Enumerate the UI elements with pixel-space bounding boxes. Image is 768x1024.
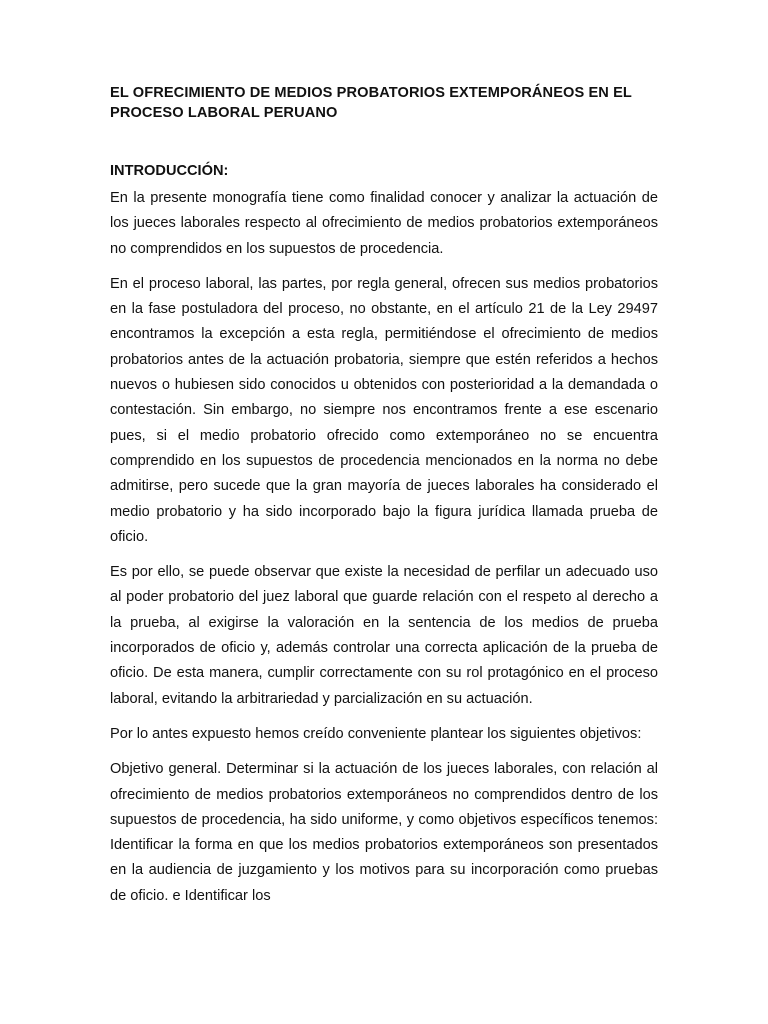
section-heading-introduccion: INTRODUCCIÓN:	[110, 163, 229, 179]
paragraph-2: En el proceso laboral, las partes, por regla general, ofrecen sus medios probatorios en la fase postuladora del proceso, no obstante, en el artículo 21 de la Ley 29497 encontramos la excepción a esta regla, permitiéndose el ofrecimiento de medios probatorios antes de la actuación probatoria, siempre que estén referidos a hechos nuevos o hubiesen sido conocidos u obtenidos con posterioridad a la demandada o contestación. Sin embargo, no siempre nos encontramos frente a ese escenario pues, si el medio probatorio ofrecido como extemporáneo no se encuentra comprendido en los supuestos de procedencia mencionados en la norma no debe admitirse, pero sucede que la gran mayoría de jueces laborales ha considerado el medio probatorio y ha sido incorporado bajo la figura jurídica llamada prueba de oficio.	[110, 275, 658, 545]
document-title: EL OFRECIMIENTO DE MEDIOS PROBATORIOS EXTEMPORÁNEOS EN EL PROCESO LABORAL PERUANO	[110, 85, 632, 121]
document-body	[110, 83, 658, 919]
paragraph-1: En la presente monografía tiene como finalidad conocer y analizar la actuación de los jueces laborales respecto al ofrecimiento de medios probatorios extemporáneos no comprendidos en los supuestos de procedencia.	[110, 190, 658, 257]
paragraph-3: Es por ello, se puede observar que existe la necesidad de perfilar un adecuado uso al poder probatorio del juez laboral que guarde relación con el respeto al derecho a la prueba, al exigirse la valoración en la sentencia de los medios de prueba incorporados de oficio y, además controlar una correcta aplicación de la prueba de oficio. De esta manera, cumplir correctamente con su rol protagónico en el proceso laboral, evitando la arbitrariedad y parcialización en su actuación.	[110, 564, 658, 707]
paragraph-5: Objetivo general. Determinar si la actuación de los jueces laborales, con relación al ofrecimiento de medios probatorios extemporáneos no comprendidos dentro de los supuestos de procedencia, ha sido uniforme, y como objetivos específicos tenemos: Identificar la forma en que los medios probatorios extemporáneos son presentados en la audiencia de juzgamiento y los motivos para su incorporación como pruebas de oficio. e Identificar los	[110, 761, 658, 904]
paragraph-4: Por lo antes expuesto hemos creído conveniente plantear los siguientes objetivos:	[110, 725, 642, 742]
